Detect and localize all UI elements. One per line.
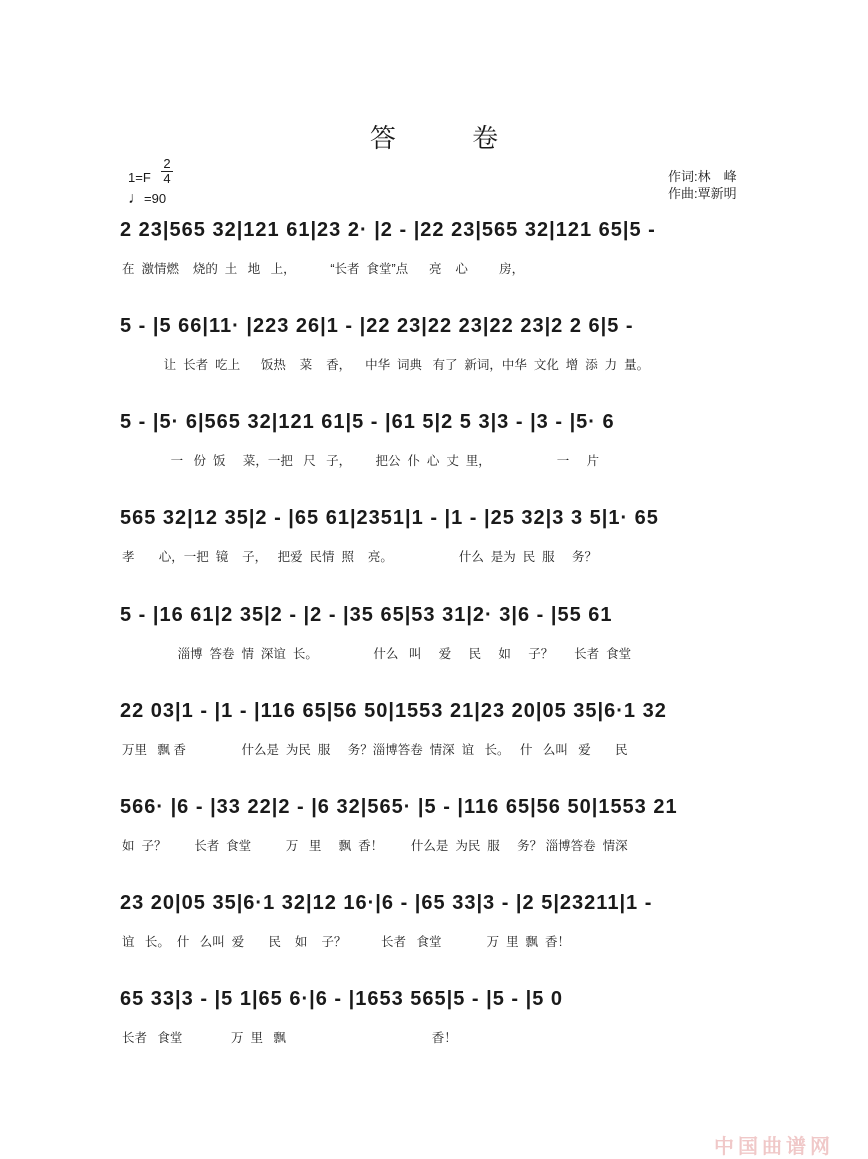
notation-line: 23 20|05 35|6·1 32|12 16·|6 - |65 33|3 - |2 5|23211|1 -: [120, 892, 653, 914]
score-system-8: [0, 878, 868, 968]
notation-line: 566· |6 - |33 22|2 - |6 32|565· |5 - |116 65|56 50|1553 21: [120, 796, 678, 818]
key-signature: 1=F: [128, 170, 151, 185]
notation-line: 5 - |5· 6|565 32|121 61|5 - |61 5|2 5 3|3 - |3 - |5· 6: [120, 411, 615, 433]
lyric-line: 万里 飘 香 什么是 为民 服 务？淄博答卷 情深 谊 长。 什 么叫 爱 民: [122, 743, 628, 757]
score-system-9: [0, 974, 868, 1064]
lyric-line: 让 长者 吃上 饭热 菜 香， 中华 词典 有了 新词，中华 文化 增 添 力 量。: [122, 358, 650, 372]
notation-line: 5 - |16 61|2 35|2 - |2 - |35 65|53 31|2· 3|6 - |55 61: [120, 604, 613, 626]
lyric-line: 长者 食堂 万 里 飘 香！: [122, 1031, 457, 1045]
lyric-line: 谊 长。 什 么叫 爱 民 如 子？ 长者 食堂 万 里 飘 香！: [122, 935, 570, 949]
lyric-line: 一 份 饭 菜，一把 尺 子， 把公 仆 心 丈 里， 一 片: [122, 454, 600, 468]
lyric-line: 如 子？ 长者 食堂 万 里 飘 香！ 什么是 为民 服 务？ 淄博答卷 情深: [122, 839, 628, 853]
score-system-4: [0, 493, 868, 583]
song-title: 答 卷: [369, 124, 533, 154]
lyric-line: 在 激情燃 烧的 土 地 上， “长者 食堂”点 亮 心 房，: [122, 262, 525, 276]
time-signature-bottom: 4: [163, 171, 171, 186]
score-system-5: [0, 590, 868, 680]
lyric-line: 淄博 答卷 情 深谊 长。 什么 叫 爱 民 如 子？ 长者 食堂: [122, 647, 632, 661]
credits: [668, 168, 737, 202]
notation-line: 5 - |5 66|11· |223 26|1 - |22 23|22 23|22 23|2 2 6|5 -: [120, 315, 634, 337]
notation-line: 65 33|3 - |5 1|65 6·|6 - |1653 565|5 - |5 - |5 0: [120, 988, 564, 1010]
score-system-7: [0, 782, 868, 872]
notation-line: 565 32|12 35|2 - |65 61|2351|1 - |1 - |25 32|3 3 5|1· 65: [120, 507, 659, 529]
quarter-note-icon: ♩: [128, 190, 144, 207]
lyric-line: 孝 心，一把 镜 子， 把爱 民情 照 亮。 什么 是为 民 服 务？: [122, 550, 598, 564]
tempo-value: =90: [144, 191, 167, 206]
score-system-1: [0, 205, 868, 295]
notation-line: 22 03|1 - |1 - |116 65|56 50|1553 21|23 20|05 35|6·1 32: [120, 700, 667, 722]
score-system-2: [0, 301, 868, 391]
lyricist: 作词:林 峰: [668, 169, 737, 184]
score-system-3: [0, 397, 868, 487]
time-signature: [161, 157, 173, 186]
composer: 作曲:覃新明: [668, 186, 737, 201]
time-signature-top: 2: [161, 157, 173, 172]
score-system-6: [0, 686, 868, 776]
notation-line: 2 23|565 32|121 61|23 2· |2 - |22 23|565 32|121 65|5 -: [120, 219, 656, 241]
watermark: 中国曲谱网: [714, 1136, 834, 1158]
